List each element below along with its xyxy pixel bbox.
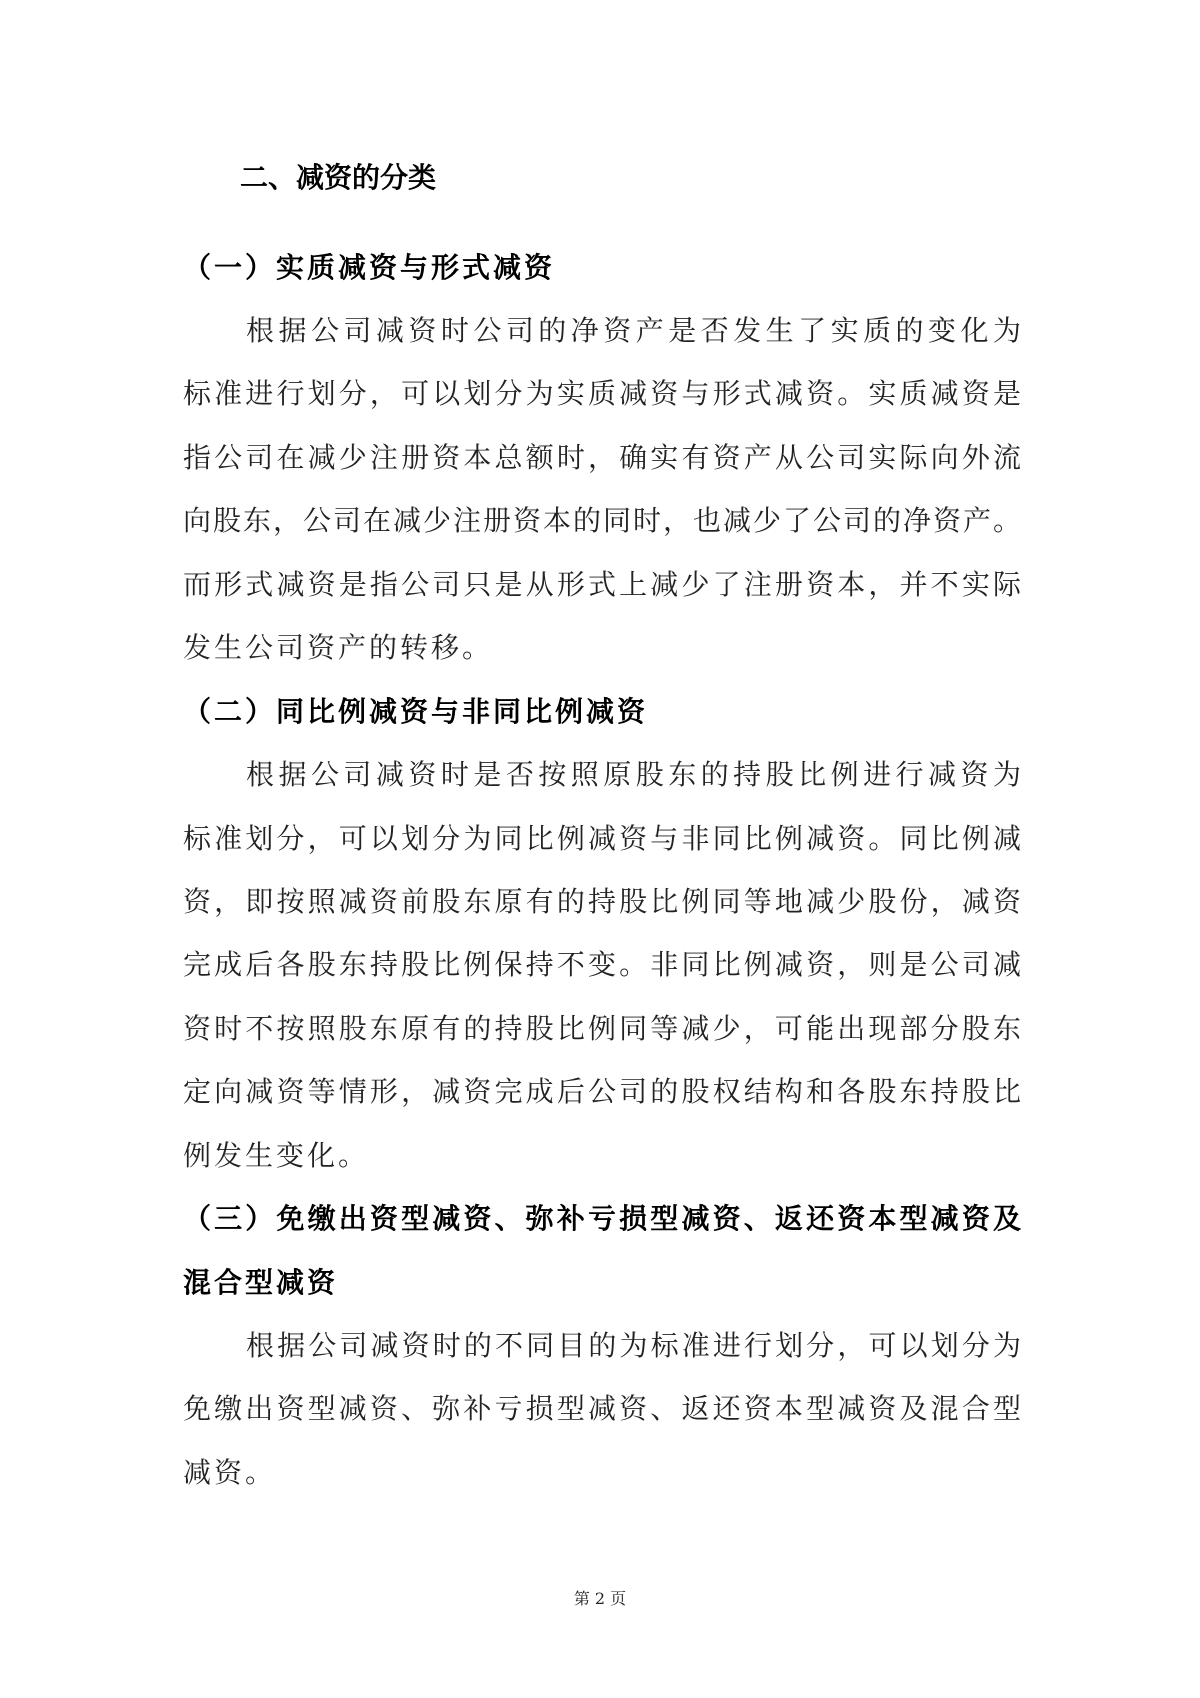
subsection-2	[183, 680, 1021, 1188]
paragraph-line: 免缴出资型减资、弥补亏损型减资、返还资本型减资及混合型	[183, 1392, 1021, 1426]
paragraph-line: 标准划分，可以划分为同比例减资与非同比例减资。同比例减	[183, 821, 1021, 855]
paragraph	[183, 299, 1021, 680]
paragraph-line: 减资。	[183, 1455, 277, 1489]
paragraph-line: 根据公司减资时的不同目的为标准进行划分，可以划分为	[246, 1329, 1021, 1363]
subsection-heading-line: 混合型减资	[183, 1265, 339, 1299]
paragraph	[183, 1314, 1021, 1504]
paragraph-line: 完成后各股东持股比例保持不变。非同比例减资，则是公司减	[183, 948, 1021, 982]
paragraph-line: 例发生变化。	[183, 1138, 370, 1172]
paragraph-line: 根据公司减资时公司的净资产是否发生了实质的变化为	[246, 314, 1021, 348]
section-heading: 二、减资的分类	[240, 161, 437, 194]
paragraph-line: 向股东，公司在减少注册资本的同时，也减少了公司的净资产。	[183, 504, 1021, 538]
paragraph-line: 定向减资等情形，减资完成后公司的股权结构和各股东持股比	[183, 1075, 1021, 1109]
paragraph-line: 根据公司减资时是否按照原股东的持股比例进行减资为	[246, 758, 1021, 792]
subsection-heading-line: （一）实质减资与形式减资	[183, 250, 556, 284]
paragraph-line: 标准进行划分，可以划分为实质减资与形式减资。实质减资是	[183, 377, 1021, 411]
paragraph-line: 资时不按照股东原有的持股比例同等减少，可能出现部分股东	[183, 1011, 1021, 1045]
subsection-3	[183, 1187, 1021, 1504]
subsection-heading-line: （二）同比例减资与非同比例减资	[183, 694, 649, 728]
paragraph	[183, 743, 1021, 1187]
paragraph-line: 发生公司资产的转移。	[183, 631, 494, 665]
subsection-1	[183, 236, 1021, 680]
document-body	[183, 236, 1021, 1505]
paragraph-line: 指公司在减少注册资本总额时，确实有资产从公司实际向外流	[183, 440, 1021, 474]
paragraph-line: 资，即按照减资前股东原有的持股比例同等地减少股份，减资	[183, 884, 1021, 918]
subsection-heading-line: （三）免缴出资型减资、弥补亏损型减资、返还资本型减资及	[183, 1202, 1021, 1236]
page-number: 第 2 页	[573, 1589, 627, 1608]
paragraph-line: 而形式减资是指公司只是从形式上减少了注册资本，并不实际	[183, 567, 1021, 601]
